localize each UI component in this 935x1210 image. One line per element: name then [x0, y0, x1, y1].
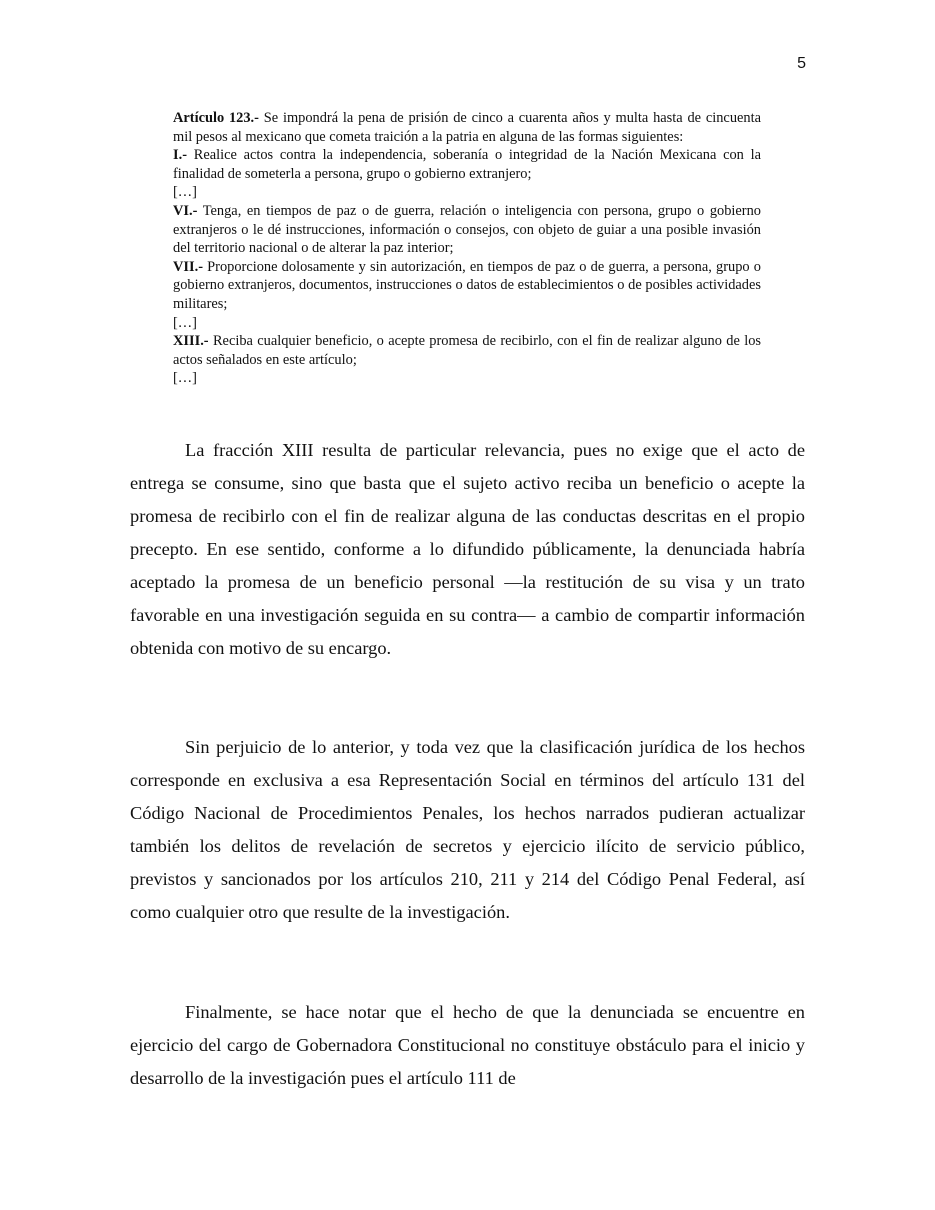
article-label: Artículo 123.- — [173, 110, 259, 126]
body-paragraph-1 — [130, 434, 805, 665]
paragraph-text: La fracción XIII resulta de particular relevancia, pues no exige que el acto de entrega se consume, sino que basta que el sujeto activo reciba un beneficio o acepte la promesa de recibirlo con el fin de realizar alguna de las conductas descritas en el propio precepto. En ese sentido, conforme a lo difundido públicamente, la denunciada habría aceptado la promesa de un beneficio personal —la restitución de su visa y un trato favorable en una investigación seguida en su contra— a cambio de compartir información obtenida con motivo de su encargo. — [130, 440, 805, 658]
fraction-text: Reciba cualquier beneficio, o acepte promesa de recibirlo, con el fin de realizar alguno de los actos señalados en este artículo; — [173, 333, 761, 368]
fraction-label: XIII.- — [173, 333, 209, 350]
ellipsis — [173, 183, 761, 202]
page-number: 5 — [797, 55, 806, 72]
fraction-vii — [173, 258, 761, 314]
paragraph-text: Sin perjuicio de lo anterior, y toda vez que la clasificación jurídica de los hechos corresponde en exclusiva a esa Representación Social en términos del artículo 131 del Código Nacional de Procedimientos Penales, los hechos narrados pudieran actualizar también los delitos de revelación de secretos y ejercicio ilícito de servicio público, previstos y sancionados por los artículos 210, 211 y 214 del Código Penal Federal, así como cualquier otro que resulte de la investigación. — [130, 737, 805, 922]
body-paragraph-2 — [130, 731, 805, 929]
article-intro — [173, 109, 761, 146]
ellipsis-text: […] — [173, 314, 197, 331]
fraction-vi — [173, 202, 761, 258]
ellipsis — [173, 314, 761, 333]
fraction-text: Tenga, en tiempos de paz o de guerra, relación o inteligencia con persona, grupo o gobierno extranjeros o le dé instrucciones, información o consejos, con objeto de guiar a una posible invasión del territorio nacional o de alterar la paz interior; — [173, 202, 761, 257]
fraction-text: Proporcione dolosamente y sin autorización, en tiempos de paz o de guerra, a persona, grupo o gobierno extranjeros, documentos, instrucciones o datos de establecimientos o de posibles actividades militares; — [173, 258, 761, 312]
fraction-label: VI.- — [173, 202, 198, 219]
ellipsis-text: […] — [173, 184, 197, 201]
legal-article-quote — [173, 109, 761, 388]
fraction-xiii — [173, 332, 761, 369]
fraction-i — [173, 146, 761, 183]
ellipsis — [173, 369, 761, 388]
body-paragraph-3 — [130, 996, 805, 1095]
ellipsis-text: […] — [173, 370, 197, 387]
article-intro-text: Se impondrá la pena de prisión de cinco a cuarenta años y multa hasta de cincuenta mil pesos al mexicano que cometa traición a la patria en alguna de las formas siguientes: — [173, 110, 761, 145]
paragraph-text: Finalmente, se hace notar que el hecho de que la denunciada se encuentre en ejercicio del cargo de Gobernadora Constitucional no constituye obstáculo para el inicio y desarrollo de la investigación pues el artículo 111 de — [130, 1002, 805, 1088]
fraction-label: I.- — [173, 147, 187, 164]
fraction-text: Realice actos contra la independencia, soberanía o integridad de la Nación Mexicana con la finalidad de someterla a persona, grupo o gobierno extranjero; — [173, 147, 761, 182]
fraction-label: VII.- — [173, 258, 203, 275]
